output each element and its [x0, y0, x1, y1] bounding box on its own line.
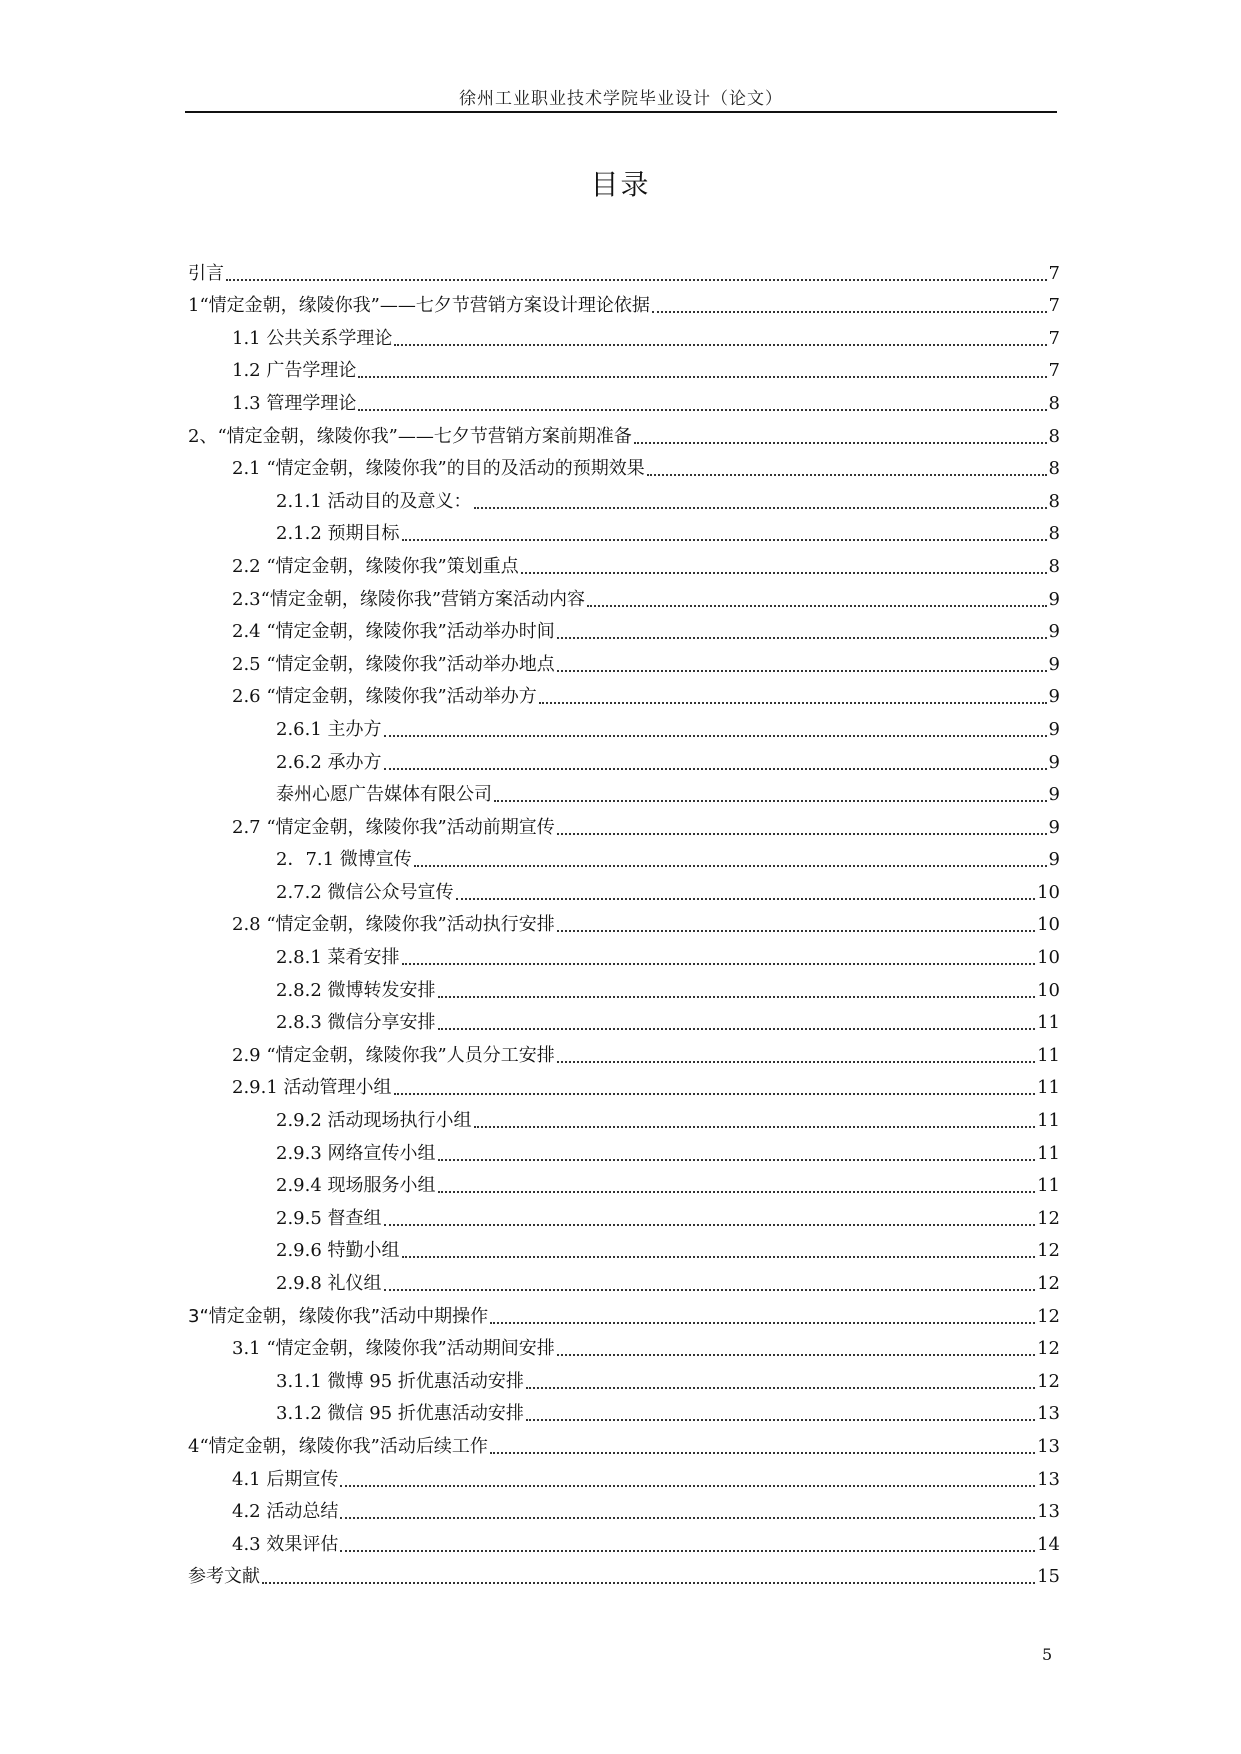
- toc-entry[interactable]: [188, 415, 1060, 448]
- toc-entry-text: 2.3“情定金朝，缘陵你我”营销方案活动内容: [232, 588, 586, 610]
- toc-entry-text: 2.7.2 微信公众号宣传: [276, 881, 454, 903]
- toc-entry[interactable]: [188, 741, 1060, 774]
- toc-entry-text: 2.9.5 督查组: [276, 1207, 382, 1229]
- toc-leader-dots: [557, 1061, 1035, 1063]
- toc-entry-page: 15: [1037, 1566, 1060, 1588]
- toc-entry[interactable]: [188, 839, 1060, 872]
- toc-entry-text: 3.1 “情定金朝，缘陵你我”活动期间安排: [232, 1338, 555, 1360]
- toc-entry-text: 2.9.1 活动管理小组: [232, 1077, 392, 1099]
- toc-entry[interactable]: [188, 1230, 1060, 1263]
- toc-entry[interactable]: [188, 578, 1060, 611]
- toc-entry-page: 7: [1048, 327, 1060, 349]
- toc-entry-page: 12: [1037, 1338, 1060, 1360]
- toc-leader-dots: [340, 1517, 1035, 1519]
- toc-leader-dots: [474, 1126, 1036, 1128]
- toc-leader-dots: [557, 833, 1047, 835]
- toc-leader-dots: [384, 735, 1047, 737]
- toc-entry[interactable]: [188, 382, 1060, 415]
- toc-leader-dots: [490, 1452, 1035, 1454]
- toc-entry-page: 13: [1037, 1435, 1060, 1457]
- toc-entry-text: 2.4 “情定金朝，缘陵你我”活动举办时间: [232, 621, 555, 643]
- toc-entry-text: 2、“情定金朝，缘陵你我”——七夕节营销方案前期准备: [188, 425, 632, 447]
- toc-entry-text: 3“情定金朝，缘陵你我”活动中期操作: [188, 1305, 489, 1327]
- toc-entry[interactable]: [188, 545, 1060, 578]
- toc-entry-page: 10: [1037, 979, 1060, 1001]
- toc-leader-dots: [402, 539, 1047, 541]
- toc-entry[interactable]: [188, 969, 1060, 1002]
- toc-entry-text: 4.1 后期宣传: [232, 1468, 339, 1490]
- toc-entry-page: 9: [1048, 751, 1060, 773]
- toc-entry-page: 8: [1048, 392, 1060, 414]
- toc-entry-text: 2.6.1 主办方: [276, 718, 382, 740]
- toc-entry-text: 2.9.6 特勤小组: [276, 1240, 400, 1262]
- toc-entry-text: 2.8.2 微博转发安排: [276, 979, 436, 1001]
- toc-entry-text: 1.1 公共关系学理论: [232, 327, 393, 349]
- toc-entry-text: 2.8.1 菜肴安排: [276, 947, 400, 969]
- toc-entry-page: 10: [1037, 881, 1060, 903]
- toc-entry-page: 11: [1037, 1175, 1060, 1197]
- toc-entry-page: 13: [1037, 1403, 1060, 1425]
- toc-entry-text: 2.6.2 承办方: [276, 751, 382, 773]
- toc-entry-text: 引言: [188, 262, 224, 284]
- toc-entry-text: 2.1.2 预期目标: [276, 523, 400, 545]
- toc-leader-dots: [526, 1387, 1035, 1389]
- toc-entry-page: 12: [1037, 1273, 1060, 1294]
- toc-entry[interactable]: [188, 1165, 1060, 1198]
- toc-entry-page: 9: [1048, 588, 1060, 610]
- toc-entry-page: 12: [1037, 1305, 1060, 1327]
- toc-leader-dots: [587, 605, 1047, 607]
- toc-entry[interactable]: [188, 1523, 1060, 1556]
- toc-entry-text: 2.2 “情定金朝，缘陵你我”策划重点: [232, 555, 519, 577]
- toc-entry[interactable]: [188, 1262, 1060, 1295]
- toc-leader-dots: [634, 442, 1047, 444]
- running-header: 徐州工业职业技术学院毕业设计（论文）: [459, 89, 783, 109]
- toc-entry-text: 2.5 “情定金朝，缘陵你我”活动举办地点: [232, 653, 555, 675]
- toc-leader-dots: [262, 1582, 1035, 1584]
- toc-leader-dots: [402, 1256, 1036, 1258]
- toc-entry[interactable]: [188, 1491, 1060, 1524]
- toc-entry-page: 9: [1048, 784, 1060, 806]
- toc-entry-text: 2.6 “情定金朝，缘陵你我”活动举办方: [232, 686, 537, 708]
- toc-entry[interactable]: [188, 513, 1060, 546]
- toc-entry[interactable]: [188, 1425, 1060, 1458]
- toc-leader-dots: [526, 1419, 1035, 1421]
- toc-leader-dots: [521, 572, 1047, 574]
- toc-entry[interactable]: [188, 448, 1060, 481]
- toc-entry[interactable]: [188, 611, 1060, 644]
- toc-entry-page: 14: [1037, 1533, 1060, 1555]
- toc-leader-dots: [414, 865, 1047, 867]
- toc-entry-text: 2.9 “情定金朝，缘陵你我”人员分工安排: [232, 1044, 555, 1066]
- toc-leader-dots: [384, 1224, 1036, 1226]
- toc-entry[interactable]: [188, 1328, 1060, 1361]
- toc-entry[interactable]: [188, 285, 1060, 318]
- page-number: 5: [1042, 1645, 1053, 1664]
- toc-entry-page: 8: [1048, 555, 1060, 577]
- toc-entry-text: 4“情定金朝，缘陵你我”活动后续工作: [188, 1435, 488, 1457]
- toc-leader-dots: [438, 1028, 1036, 1030]
- toc-leader-dots: [490, 1322, 1035, 1324]
- toc-entry[interactable]: [188, 1034, 1060, 1067]
- toc-entry-text: 1.3 管理学理论: [232, 392, 357, 414]
- toc-entry-page: 8: [1048, 425, 1060, 447]
- toc-entry[interactable]: [188, 252, 1060, 285]
- toc-entry-page: 7: [1048, 295, 1060, 317]
- toc-leader-dots: [539, 702, 1047, 704]
- toc-entry-text: 2.9.8 礼仪组: [276, 1273, 382, 1294]
- toc-leader-dots: [557, 930, 1035, 932]
- toc-entry-text: 泰州心愿广告媒体有限公司: [276, 784, 492, 806]
- toc-entry[interactable]: [188, 643, 1060, 676]
- toc-entry-page: 12: [1037, 1207, 1060, 1229]
- toc-entry-page: 11: [1037, 1110, 1060, 1132]
- toc-leader-dots: [394, 344, 1046, 346]
- toc-leader-dots: [340, 1550, 1035, 1552]
- toc-entry[interactable]: [188, 1132, 1060, 1165]
- toc-entry[interactable]: [188, 1197, 1060, 1230]
- toc-leader-dots: [226, 279, 1047, 281]
- toc-entry-page: 9: [1048, 686, 1060, 708]
- toc-entry-text: 2.8.3 微信分享安排: [276, 1012, 436, 1034]
- toc-entry-page: 9: [1048, 718, 1060, 740]
- toc-leader-dots: [557, 1354, 1035, 1356]
- toc-entry-page: 13: [1037, 1468, 1060, 1490]
- toc-entry-text: 2.9.4 现场服务小组: [276, 1175, 436, 1197]
- toc-entry-page: 9: [1048, 653, 1060, 675]
- toc-entry-text: 3.1.1 微博 95 折优惠活动安排: [276, 1370, 524, 1392]
- toc-entry-text: 1.2 广告学理论: [232, 360, 357, 382]
- toc-entry-page: 10: [1037, 914, 1060, 936]
- toc-entry[interactable]: [188, 936, 1060, 969]
- toc-leader-dots: [358, 409, 1046, 411]
- toc-leader-dots: [652, 311, 1047, 313]
- toc-entry[interactable]: [188, 1556, 1060, 1589]
- toc-entry-text: 2.1 “情定金朝，缘陵你我”的目的及活动的预期效果: [232, 458, 645, 480]
- toc-entry-page: 7: [1048, 360, 1060, 382]
- toc-entry[interactable]: [188, 480, 1060, 513]
- toc-entry-page: 8: [1048, 523, 1060, 545]
- toc-entry-page: 13: [1037, 1501, 1060, 1523]
- toc-entry-page: 12: [1037, 1370, 1060, 1392]
- toc-entry[interactable]: [188, 1002, 1060, 1035]
- toc-entry[interactable]: [188, 350, 1060, 383]
- toc-entry-page: 11: [1037, 1044, 1060, 1066]
- toc-leader-dots: [402, 963, 1036, 965]
- toc-entry-page: 8: [1048, 490, 1060, 512]
- toc-entry[interactable]: [188, 871, 1060, 904]
- toc-leader-dots: [358, 376, 1046, 378]
- toc-entry[interactable]: [188, 1458, 1060, 1491]
- toc-entry-page: 9: [1048, 816, 1060, 838]
- toc-entry[interactable]: [188, 904, 1060, 937]
- toc-leader-dots: [438, 1191, 1036, 1193]
- toc-entry-text: 2．7.1 微博宣传: [276, 849, 412, 871]
- toc-entry[interactable]: [188, 1393, 1060, 1426]
- toc-entry-page: 10: [1037, 947, 1060, 969]
- toc-entry-page: 7: [1048, 262, 1060, 284]
- toc-leader-dots: [557, 670, 1047, 672]
- toc-leader-dots: [494, 800, 1047, 802]
- toc-leader-dots: [456, 898, 1036, 900]
- toc-leader-dots: [647, 474, 1047, 476]
- toc-entry-page: 11: [1037, 1142, 1060, 1164]
- toc-entry-text: 2.9.2 活动现场执行小组: [276, 1110, 472, 1132]
- toc-leader-dots: [557, 637, 1047, 639]
- toc-leader-dots: [438, 996, 1036, 998]
- toc-title: 目录: [590, 168, 651, 201]
- toc-entry-page: 9: [1048, 621, 1060, 643]
- toc-entry-text: 4.3 效果评估: [232, 1533, 339, 1555]
- table-of-contents: [188, 252, 1060, 1588]
- toc-entry-text: 1“情定金朝，缘陵你我”——七夕节营销方案设计理论依据: [188, 295, 650, 317]
- toc-entry[interactable]: [188, 806, 1060, 839]
- toc-entry[interactable]: [188, 1099, 1060, 1132]
- toc-leader-dots: [474, 507, 1047, 509]
- toc-leader-dots: [394, 1093, 1036, 1095]
- toc-entry-text: 4.2 活动总结: [232, 1501, 339, 1523]
- toc-entry[interactable]: [188, 1295, 1060, 1328]
- toc-entry[interactable]: [188, 774, 1060, 807]
- toc-entry-page: 11: [1037, 1077, 1060, 1099]
- toc-entry-text: 参考文献: [188, 1566, 260, 1588]
- toc-entry[interactable]: [188, 676, 1060, 709]
- toc-entry-page: 8: [1048, 458, 1060, 480]
- toc-entry-text: 2.7 “情定金朝，缘陵你我”活动前期宣传: [232, 816, 555, 838]
- toc-entry-text: 2.9.3 网络宣传小组: [276, 1142, 436, 1164]
- toc-entry-text: 3.1.2 微信 95 折优惠活动安排: [276, 1403, 524, 1425]
- toc-leader-dots: [438, 1159, 1036, 1161]
- toc-entry-page: 12: [1037, 1240, 1060, 1262]
- toc-leader-dots: [340, 1485, 1035, 1487]
- toc-entry[interactable]: [188, 317, 1060, 350]
- toc-entry[interactable]: [188, 708, 1060, 741]
- toc-entry-text: 2.8 “情定金朝，缘陵你我”活动执行安排: [232, 914, 555, 936]
- toc-entry[interactable]: [188, 1067, 1060, 1100]
- toc-entry[interactable]: [188, 1360, 1060, 1393]
- toc-entry-page: 11: [1037, 1012, 1060, 1034]
- header-rule: [185, 111, 1057, 113]
- toc-entry-page: 9: [1048, 849, 1060, 871]
- toc-leader-dots: [384, 768, 1047, 770]
- toc-entry-text: 2.1.1 活动目的及意义：: [276, 490, 472, 512]
- toc-leader-dots: [384, 1289, 1036, 1291]
